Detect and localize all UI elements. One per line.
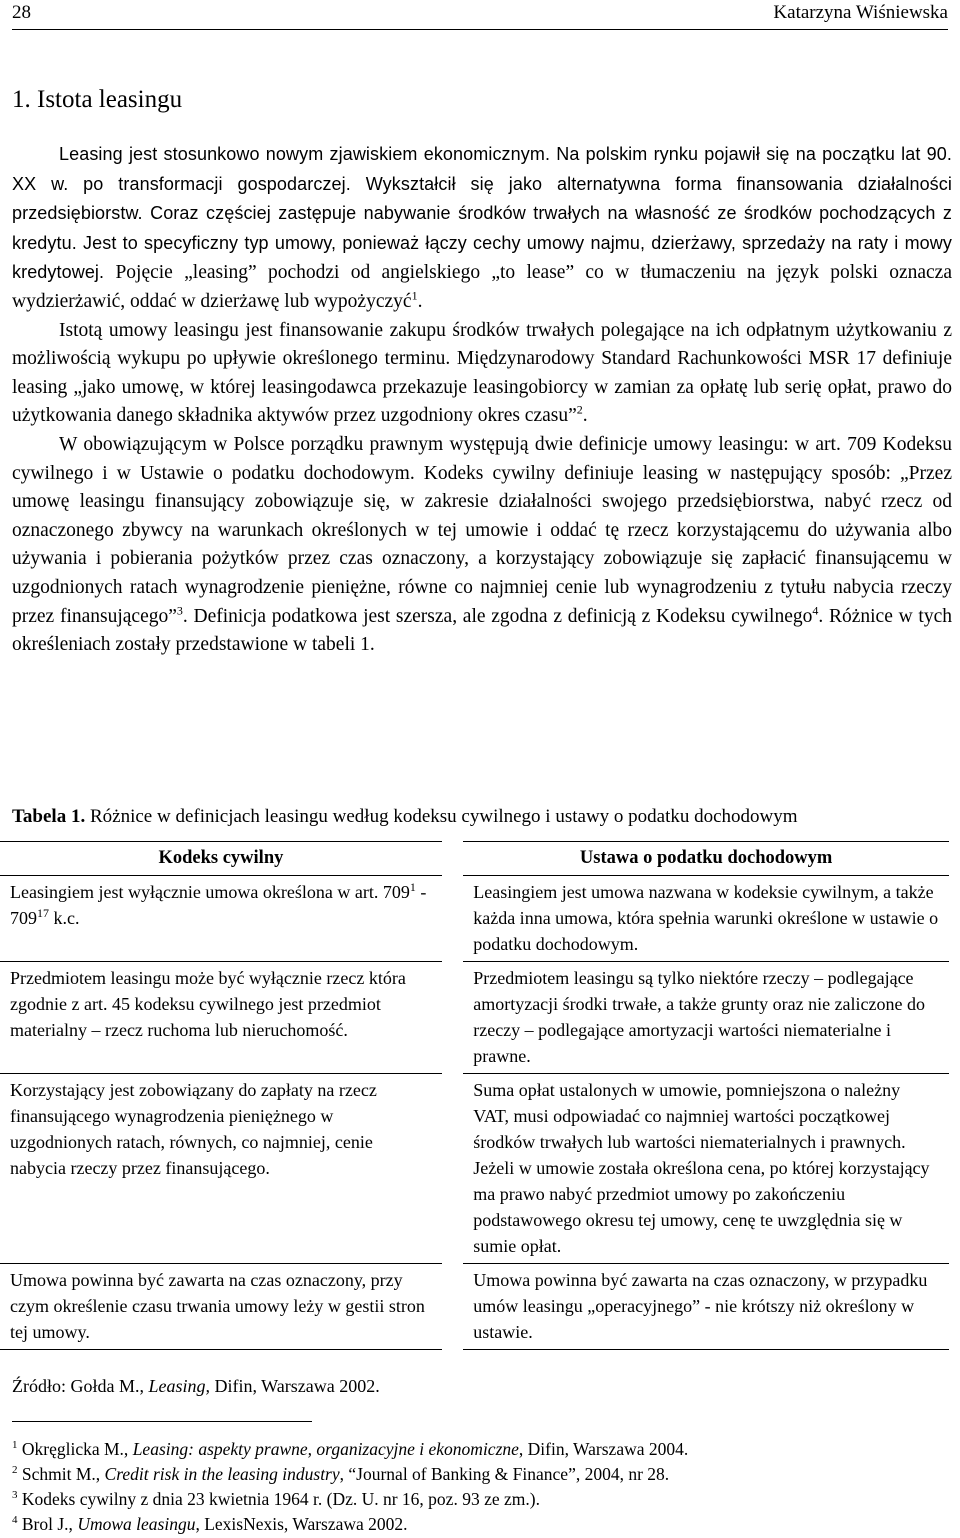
footnote-publication: , “Journal of Banking & Finance”, 2004, nr 28.	[339, 1464, 670, 1484]
footnote-author: Okręglicka M.,	[21, 1439, 133, 1459]
paragraph-1-text-a: Leasing jest stosunkowo nowym zjawiskiem ekonomicznym. Na polskim rynku pojawił się na początku lat 90. XX w. po transformacji gospodarczej. Wykształcił się jako alternatywna forma finansowania działalności przedsiębiorstw. Coraz częściej zastępuje nabywanie środków trwałych na własność ze środków pochodzących z kredytu. Jest to specyficzny typ umowy, ponieważ łączy cechy umowy najmu, dzierżawy, sprzedaży na raty i mowy kredytowej.	[12, 144, 952, 283]
footnote-1	[12, 1437, 942, 1462]
paragraph-1-end: .	[417, 290, 423, 312]
table-row	[0, 962, 949, 1074]
footnote-text: Kodeks cywilny z dnia 23 kwietnia 1964 r. (Dz. U. nr 16, poz. 93 ze zm.).	[21, 1489, 540, 1509]
column-gap	[442, 842, 463, 876]
footnote-ref-2[interactable]: 2	[576, 402, 583, 417]
footnote-publication: , LexisNexis, Warszawa 2002.	[195, 1514, 408, 1534]
column-gap	[442, 1074, 463, 1264]
footnote-4	[12, 1512, 942, 1537]
footnote-separator	[12, 1421, 312, 1422]
cell-income-tax-act: Umowa powinna być zawarta na czas oznaczony, w przypadku umów leasingu „operacyjnego” - nie krótszy niż określony w ustawie.	[463, 1264, 949, 1350]
paragraph-1-text-b: Pojęcie „leasing” pochodzi od angielskiego „to lease” co w tłumaczeniu na język polski oznacza wydzierżawić, oddać w dzierżawę lub wypożyczyć	[12, 262, 952, 312]
footnote-2	[12, 1462, 942, 1487]
footnote-number: 2	[12, 1464, 18, 1477]
cell-text: Leasingiem jest wyłącznie umowa określona w art. 709	[10, 882, 410, 902]
footnote-author: Brol J.,	[21, 1514, 78, 1534]
superscript: 17	[37, 906, 49, 920]
table-row	[0, 876, 949, 962]
cell-income-tax-act: Suma opłat ustalonych w umowie, pomniejszona o należny VAT, musi odpowiadać co najmniej wartości początkowej środków trwałych lub wartości niematerialnych i prawnych. Jeżeli w umowie została określona cena, po której korzystający ma prawo nabyć przedmiot umowy po zakończeniu podstawowego okresu tej umowy, cenę te uwzględnia się w sumie opłat.	[463, 1074, 949, 1264]
footnote-number: 4	[12, 1514, 18, 1527]
footnote-title: Credit risk in the leasing industry	[104, 1464, 340, 1484]
table-row	[0, 1264, 949, 1350]
footnote-number: 1	[12, 1439, 18, 1452]
page-number: 28	[12, 2, 31, 23]
footnote-ref-1[interactable]: 1	[411, 288, 418, 303]
column-gap	[442, 1264, 463, 1350]
cell-text: - 709	[10, 882, 427, 928]
table-row	[0, 1074, 949, 1264]
running-head-author: Katarzyna Wiśniewska	[773, 2, 948, 23]
header-rule	[12, 29, 948, 30]
cell-text: k.c.	[49, 908, 80, 928]
table-source	[12, 1376, 380, 1397]
footnote-author: Schmit M.,	[21, 1464, 105, 1484]
table-header-row	[0, 842, 949, 876]
footnote-publication: , Difin, Warszawa 2004.	[518, 1439, 689, 1459]
page-header	[12, 0, 948, 32]
paragraph-3	[12, 431, 952, 660]
cell-income-tax-act: Przedmiotem leasingu są tylko niektóre rzeczy – podlegające amortyzacji środki trwałe, a także grunty oraz nie zaliczone do rzeczy – podlegające amortyzacji wartości niematerialne i prawne.	[463, 962, 949, 1074]
paragraph-2-end: .	[582, 405, 588, 427]
paragraph-3-text-a: W obowiązującym w Polsce porządku prawnym występują dwie definicje umowy leasingu: w art. 709 Kodeksu cywilnego i w Ustawie o podatku dochodowym. Kodeks cywilny definiuje leasing w następujący sposób: „Przez umowę leasingu finansujący zobowiązuje się, w zakresie działalności swojego przedsiębiorstwa, nabyć rzecz od oznaczonego zbywcy na warunkach określonych w tej umowie i oddać tę rzecz korzystającemu do używania albo używania i pobierania pożytków przez czas oznaczony, a korzystający zobowiązuje się zapłacić finansującemu w uzgodnionych ratach wynagrodzenie pieniężne, równe co najmniej cenie lub wynagrodzeniu z tytułu nabycia rzeczy przez finansującego”	[12, 433, 952, 627]
header-income-tax-act: Ustawa o podatku dochodowym	[463, 842, 949, 876]
source-author: Źródło: Gołda M.,	[12, 1376, 149, 1396]
superscript: 1	[409, 880, 416, 894]
paragraph-3-text-c: . Różnice w tych określeniach zostały przedstawione w tabeli 1.	[12, 605, 952, 656]
column-gap	[442, 962, 463, 1074]
cell-civil-code: Przedmiotem leasingu może być wyłącznie rzecz która zgodnie z art. 45 kodeksu cywilnego jest przedmiot materialny – rzecz ruchoma lub nieruchomość.	[0, 962, 442, 1074]
table-caption-text: Różnice w definicjach leasingu według kodeksu cywilnego i ustawy o podatku dochodowym	[85, 806, 798, 827]
paragraph-1	[12, 140, 952, 317]
footnote-title: Umowa leasingu	[77, 1514, 196, 1534]
cell-civil-code: Umowa powinna być zawarta na czas oznaczony, przy czym określenie czasu trwania umowy leży w gestii stron tej umowy.	[0, 1264, 442, 1350]
paragraph-2-text: Istotą umowy leasingu jest finansowanie zakupu środków trwałych polegające na ich odpłatnym użytkowaniu z możliwością wykupu po upływie określonego terminu. Międzynarodowy Standard Rachunkowości MSR 17 definiuje leasing „jako umowę, w której leasingodawca przekazuje leasingobiorcy w zamian za opłatę lub serię opłat, prawo do użytkowania danego składnika aktywów przez uzgodniony okres czasu”	[12, 319, 952, 427]
source-publisher: Difin, Warszawa 2002.	[210, 1376, 380, 1396]
footnote-ref-4[interactable]: 4	[812, 603, 819, 617]
table-caption-label: Tabela 1.	[12, 806, 86, 827]
footnote-3	[12, 1487, 942, 1512]
footnote-title: Leasing: aspekty prawne, organizacyjne i ekonomiczne	[132, 1439, 519, 1459]
cell-income-tax-act: Leasingiem jest umowa nazwana w kodeksie cywilnym, a także każda inna umowa, która spełnia warunki określone w ustawie o podatku dochodowym.	[463, 876, 949, 962]
footnotes	[12, 1437, 942, 1537]
header-civil-code: Kodeks cywilny	[0, 842, 442, 876]
column-gap	[442, 876, 463, 962]
cell-civil-code: Korzystający jest zobowiązany do zapłaty na rzecz finansującego wynagrodzenia pieniężnego w uzgodnionych ratach, równych, co najmniej, cenie nabycia rzeczy przez finansującego.	[0, 1074, 442, 1264]
comparison-table	[0, 841, 949, 1350]
section-heading: 1. Istota leasingu	[12, 86, 183, 113]
source-title: Leasing,	[148, 1376, 211, 1396]
footnote-number: 3	[12, 1489, 18, 1502]
paragraph-3-text-b: . Definicja podatkowa jest szersza, ale zgodna z definicją z Kodeksu cywilnego	[182, 605, 813, 627]
cell-civil-code	[0, 876, 442, 962]
paragraph-2	[12, 317, 952, 431]
footnote-ref-3[interactable]: 3	[176, 603, 183, 617]
table-caption	[12, 806, 798, 828]
body-text	[12, 140, 952, 660]
